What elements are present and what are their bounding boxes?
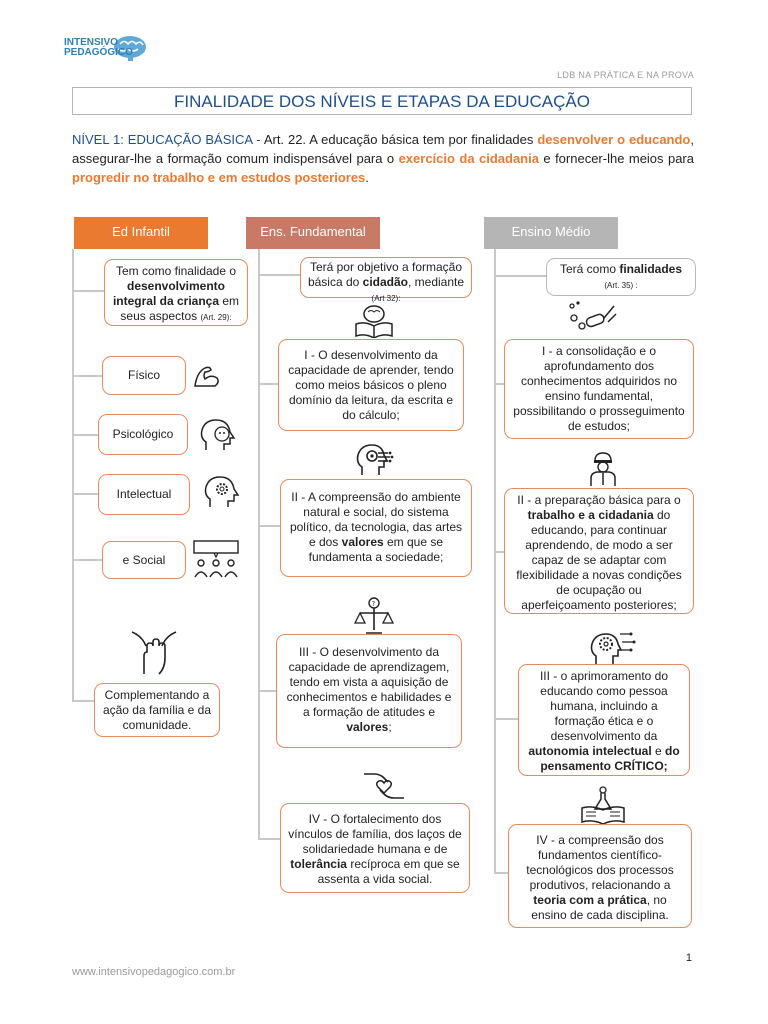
ens-fundamental-item-4: IV - O fortalecimento dos vínculos de família, dos laços de solidariedade humana e de tolerância recíproca em que se assenta a vida social. <box>280 803 470 893</box>
aspect-psicologico: Psicológico <box>98 414 188 455</box>
footer-url[interactable]: www.intensivopedagogico.com.br <box>72 966 236 978</box>
page-number: 1 <box>685 952 692 964</box>
connector-line <box>258 690 276 692</box>
ensino-medio-item-4: IV - a compreensão dos fundamentos científico-tecnológicos dos processos produtivos, relacionando a teoria com a prática, no ensino de cada disciplina. <box>508 824 692 928</box>
svg-text:?: ? <box>371 600 376 608</box>
connector-line <box>494 718 518 720</box>
head-gear-icon <box>202 473 242 516</box>
ens-fundamental-item-3: III - O desenvolvimento da capacidade de aprendizagem, tendo em vista a aquisição de conhecimentos e habilidades e a formação de atitudes e valores; <box>276 634 462 748</box>
connector-line <box>72 249 74 701</box>
logo-text: INTENSIVO PEDAGÓGICO <box>64 37 133 58</box>
connector-line <box>494 249 496 873</box>
head-target-icon <box>356 441 396 482</box>
connector-line <box>72 700 94 702</box>
ensino-medio-item-2: II - a preparação básica para o trabalho e a cidadania do educando, para continuar aprendendo, de modo a ser capaz de se adaptar com flexibilidade a novas condições de ocupação ou aperfeiçoamento posteriores; <box>504 488 694 614</box>
connector-line <box>258 249 260 839</box>
reading-brain-icon <box>354 304 394 343</box>
connector-line <box>72 434 98 436</box>
hands-together-icon <box>126 626 182 683</box>
flexed-arm-icon <box>192 362 222 395</box>
ed-infantil-complement: Complementando a ação da família e da comunidade. <box>94 683 220 737</box>
ensino-medio-intro: Terá como finalidades (Art. 35) : <box>546 258 696 296</box>
col-head-ed-infantil: Ed Infantil <box>74 217 208 249</box>
header-subtitle: LDB NA PRÁTICA E NA PROVA <box>557 70 694 80</box>
connector-line <box>494 551 504 553</box>
ens-fundamental-item-2: II - A compreensão do ambiente natural e social, do sistema político, da tecnologia, das artes e dos valores em que se fundamenta a sociedade; <box>280 479 472 577</box>
ens-fundamental-intro: Terá por objetivo a formação básica do cidadão, mediante (Art 32): <box>300 257 472 298</box>
book-flask-icon <box>580 784 626 829</box>
ed-infantil-intro: Tem como finalidade o desenvolvimento integral da criança em seus aspectos (Art. 29): <box>104 259 248 326</box>
connector-line <box>258 383 278 385</box>
intro-paragraph: NÍVEL 1: EDUCAÇÃO BÁSICA - Art. 22. A educação básica tem por finalidades desenvolver o educando, assegurar-lhe a formação comum indispensável para o exercício da cidadania e fornecer-lhe meios para progredir no trabalho e em estudos posteriores. <box>72 132 694 185</box>
page-title: FINALIDADE DOS NÍVEIS E ETAPAS DA EDUCAÇÃO <box>72 87 692 115</box>
aspect-intelectual: Intelectual <box>98 474 190 515</box>
connector-line <box>258 525 280 527</box>
connector-line <box>72 559 102 561</box>
group-chat-icon <box>190 539 242 584</box>
capsule-molecule-icon <box>566 300 618 339</box>
aspect-social: e Social <box>102 541 186 579</box>
connector-line <box>494 383 504 385</box>
col-head-ensino-medio: Ensino Médio <box>484 217 618 249</box>
connector-line <box>72 493 98 495</box>
ensino-medio-item-1: I - a consolidação e o aprofundamento dos conhecimentos adquiridos no ensino fundamental, possibilitando o prosseguimento de estudos; <box>504 339 694 439</box>
worker-person-icon <box>588 451 618 492</box>
level-label: NÍVEL 1: EDUCAÇÃO BÁSICA - <box>72 132 261 147</box>
aspect-fisico: Físico <box>102 356 186 395</box>
connector-line <box>72 375 102 377</box>
ensino-medio-item-3: III - o aprimoramento do educando como pessoa humana, incluindo a formação ética e o desenvolvimento da autonomia intelectual e do pensamento CRÍTICO; <box>518 664 690 776</box>
connector-line <box>258 274 300 276</box>
connector-line <box>72 290 104 292</box>
connector-line <box>258 838 280 840</box>
head-emotion-icon <box>198 416 238 459</box>
ens-fundamental-item-1: I - O desenvolvimento da capacidade de aprender, tendo como meios básicos o pleno domínio da leitura, da escrita e do cálculo; <box>278 339 464 431</box>
col-head-ens-fundamental: Ens. Fundamental <box>246 217 380 249</box>
connector-line <box>494 275 546 277</box>
